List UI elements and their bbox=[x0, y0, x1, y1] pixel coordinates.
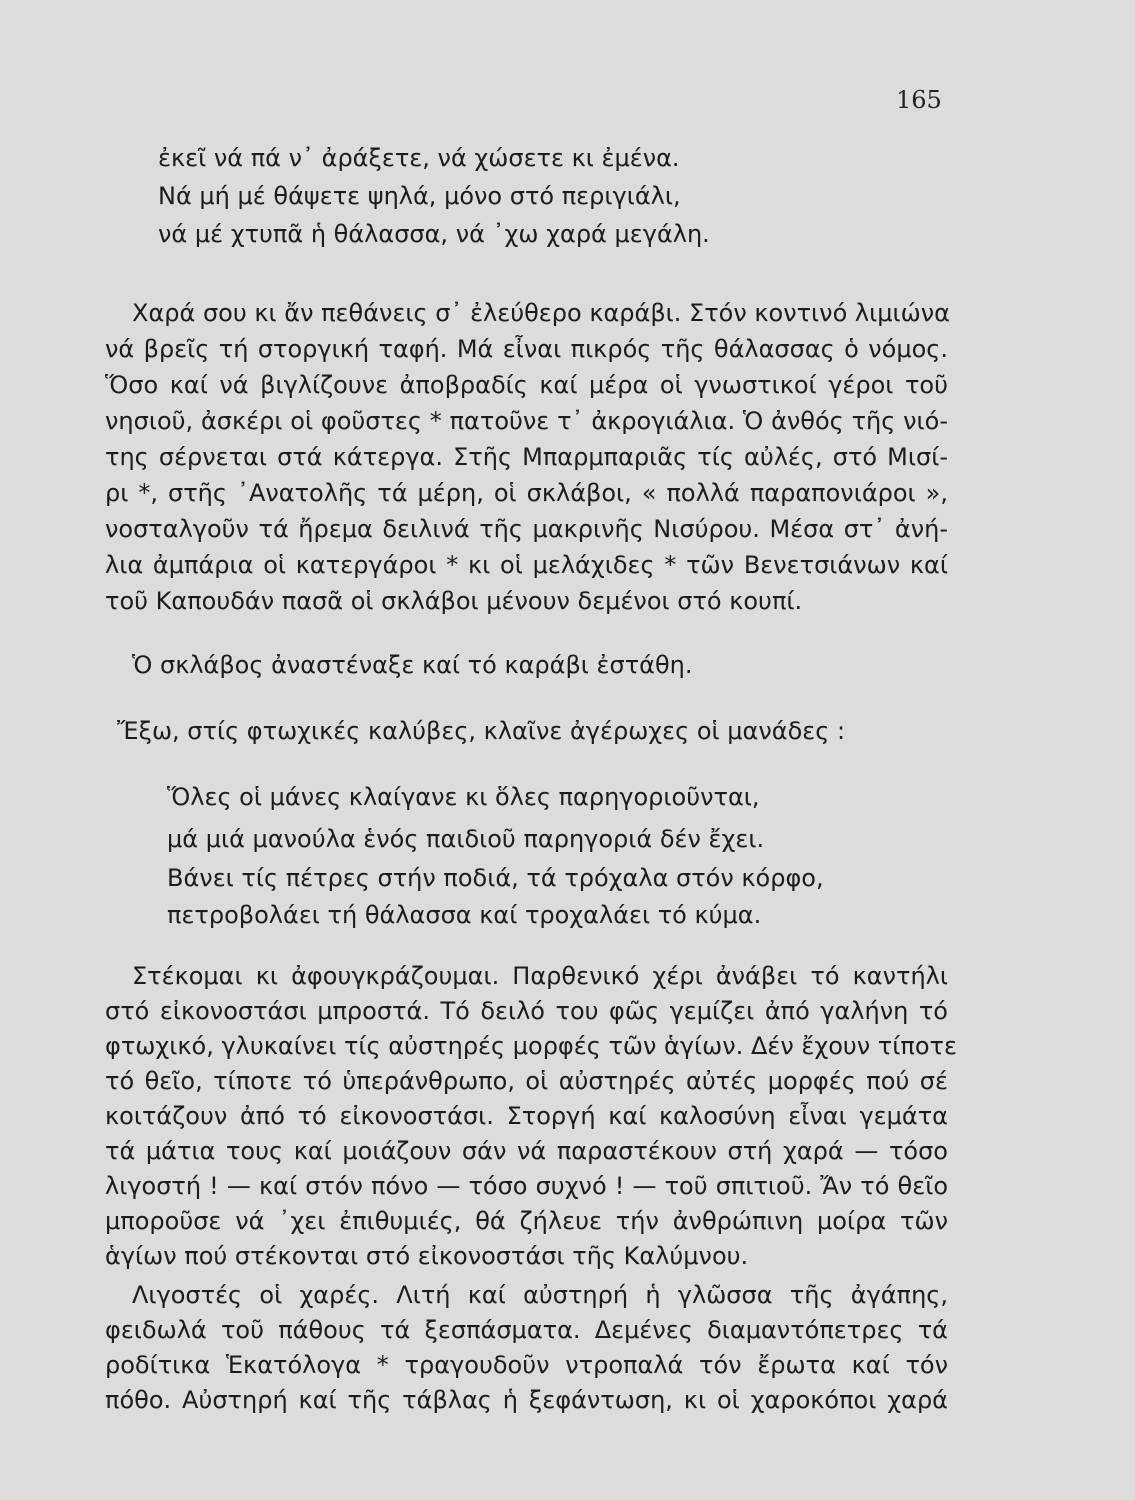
text-line: Ὁ σκλάβος ἀναστέναξε καί τό καράβι ἐστάθη. bbox=[132, 651, 693, 679]
text-line: νησιοῦ, ἀσκέρι οἱ φοῦστες * πατοῦνε τ᾽ ἀκρογιάλια. Ὁ ἀνθός τῆς νιό- bbox=[105, 407, 948, 435]
text-line: κοιτάζουν ἀπό τό εἰκονοστάσι. Στοργή καί καλοσύνη εἶναι γεμάτα bbox=[105, 1102, 948, 1130]
text-line: Ὅσο καί νά βιγλίζουνε ἀποβραδίς καί μέρα οἱ γνωστικοί γέροι τοῦ bbox=[105, 371, 948, 399]
text-line: νά βρεῖς τή στοργική ταφή. Μά εἶναι πικρός τῆς θάλασσας ὁ νόμος. bbox=[105, 335, 948, 363]
text-line: νοσταλγοῦν τά ἤρεμα δειλινά τῆς μακρινῆς Νισύρου. Μέσα στ᾽ ἀνή- bbox=[105, 515, 948, 543]
page-number: 165 bbox=[896, 86, 942, 114]
text-line: φειδωλά τοῦ πάθους τά ξεσπάσματα. Δεμένες διαμαντόπετρες τά bbox=[105, 1316, 948, 1344]
text-line: φτωχικό, γλυκαίνει τίς αὐστηρές μορφές τῶν ἁγίων. Δέν ἔχουν τίποτε bbox=[105, 1032, 957, 1060]
text-line: της σέρνεται στά κάτεργα. Στῆς Μπαρμπαριᾶς τίς αὐλές, στό Μισί- bbox=[105, 443, 948, 471]
text-line: πόθο. Αὐστηρή καί τῆς τάβλας ἡ ξεφάντωση, κι οἱ χαροκόποι χαρά bbox=[105, 1386, 948, 1414]
text-line: λια ἀμπάρια οἱ κατεργάροι * κι οἱ μελάχιδες * τῶν Βενετσιάνων καί bbox=[105, 551, 948, 579]
text-line: Στέκομαι κι ἀφουγκράζουμαι. Παρθενικό χέρι ἀνάβει τό καντήλι bbox=[132, 962, 948, 990]
text-line: Χαρά σου κι ἄν πεθάνεις σ᾽ ἐλεύθερο καράβι. Στόν κοντινό λιμιώνα bbox=[132, 299, 950, 327]
poem-line: Ὅλες οἱ μάνες κλαίγανε κι ὅλες παρηγοριοῦνται, bbox=[167, 783, 760, 811]
poem-line: νά μέ χτυπᾶ ἡ θάλασσα, νά ᾽χω χαρά μεγάλη. bbox=[158, 220, 710, 248]
poem-line: Βάνει τίς πέτρες στήν ποδιά, τά τρόχαλα στόν κόρφο, bbox=[167, 864, 824, 892]
poem-line: ἐκεῖ νά πά ν᾽ ἀράξετε, νά χώσετε κι ἐμένα. bbox=[158, 144, 680, 172]
text-line: τό θεῖο, τίποτε τό ὑπεράνθρωπο, οἱ αὐστηρές αὐτές μορφές πού σέ bbox=[105, 1067, 948, 1095]
text-line: λιγοστή ! — καί στόν πόνο — τόσο συχνό ! — τοῦ σπιτιοῦ. Ἄν τό θεῖο bbox=[105, 1172, 948, 1200]
text-line: Λιγοστές οἱ χαρές. Λιτή καί αὐστηρή ἡ γλῶσσα τῆς ἀγάπης, bbox=[132, 1281, 948, 1309]
text-line: ρι *, στῆς ᾽Ανατολῆς τά μέρη, οἱ σκλάβοι, « πολλά παραπονιάροι », bbox=[105, 479, 948, 507]
poem-line: πετροβολάει τή θάλασσα καί τροχαλάει τό κύμα. bbox=[167, 901, 762, 929]
text-line: στό εἰκονοστάσι μπροστά. Τό δειλό του φῶς γεμίζει ἀπό γαλήνη τό bbox=[105, 997, 948, 1025]
text-line: ἁγίων πού στέκονται στό εἰκονοστάσι τῆς Καλύμνου. bbox=[105, 1242, 749, 1270]
poem-line: Νά μή μέ θάψετε ψηλά, μόνο στό περιγιάλι, bbox=[158, 182, 681, 210]
poem-line: μά μιά μανούλα ἑνός παιδιοῦ παρηγοριά δέν ἔχει. bbox=[167, 825, 765, 853]
text-line: ροδίτικα Ἑκατόλογα * τραγουδοῦν ντροπαλά τόν ἔρωτα καί τόν bbox=[105, 1351, 948, 1379]
text-line: μποροῦσε νά ᾽χει ἐπιθυμιές, θά ζήλευε τήν ἀνθρώπινη μοίρα τῶν bbox=[105, 1207, 948, 1235]
text-line: τοῦ Καπουδάν πασᾶ οἱ σκλάβοι μένουν δεμένοι στό κουπί. bbox=[105, 587, 803, 615]
text-line: Ἔξω, στίς φτωχικές καλύβες, κλαῖνε ἀγέρωχες οἱ μανάδες : bbox=[117, 717, 846, 745]
text-line: τά μάτια τους καί μοιάζουν σάν νά παραστέκουν στή χαρά — τόσο bbox=[105, 1137, 948, 1165]
